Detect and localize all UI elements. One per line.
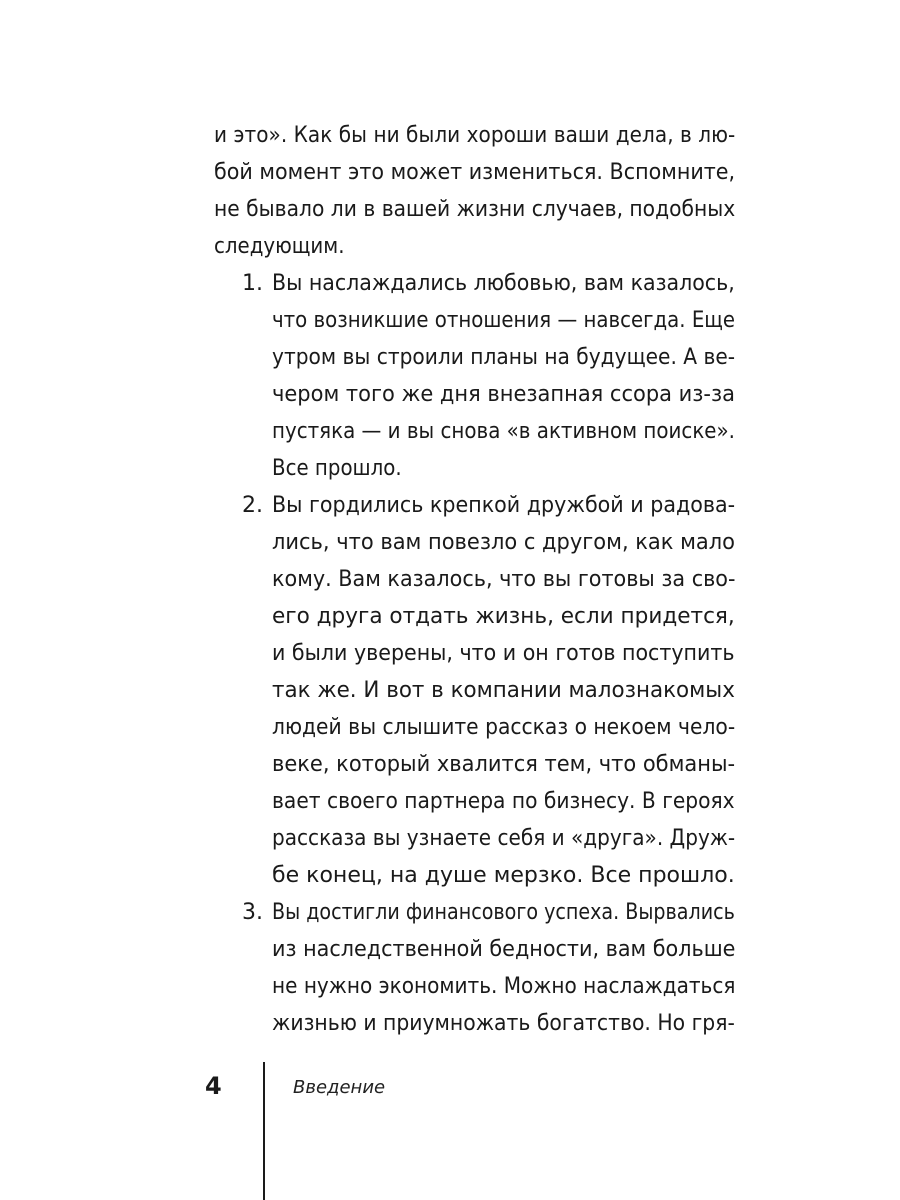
- list-item-2-line-5: и были уверены, что и он готов поступить: [272, 641, 735, 666]
- list-item-2-line-1: Вы гордились крепкой дружбой и радова-: [272, 493, 736, 518]
- list-item-3-line-4: жизнью и приумножать богатство. Но гря-: [272, 1011, 735, 1036]
- list-item-1-line-1: Вы наслаждались любовью, вам казалось,: [272, 271, 735, 296]
- list-item-1-line-5: пустяка — и вы снова «в активном поиске».: [272, 419, 735, 444]
- list-number-1: 1.: [242, 271, 263, 296]
- list-number-2: 2.: [242, 493, 263, 518]
- list-item-2-line-7: людей вы слышите рассказ о некоем чело-: [272, 715, 736, 740]
- list-item-2-line-6: так же. И вот в компании малознакомых: [272, 678, 735, 703]
- list-item-2-line-3: кому. Вам казалось, что вы готовы за сво-: [272, 567, 736, 592]
- list-number-3: 3.: [242, 900, 263, 925]
- list-item-1-line-2: что возникшие отношения — навсегда. Еще: [272, 308, 736, 333]
- intro-line-4: следующим.: [214, 234, 345, 259]
- intro-line-2: бой момент это может измениться. Вспомните,: [214, 160, 736, 185]
- list-item-3-line-2: из наследственной бедности, вам больше: [272, 937, 736, 962]
- list-item-3-line-1: Вы достигли финансового успеха. Вырвались: [272, 900, 735, 925]
- footer-divider: [263, 1062, 265, 1200]
- list-item-2-line-8: веке, который хвалится тем, что обманы-: [272, 752, 736, 777]
- list-item-2-line-10: рассказа вы узнаете себя и «друга». Друж-: [272, 826, 736, 851]
- list-item-2-line-2: лись, что вам повезло с другом, как мало: [272, 530, 736, 555]
- list-item-2-line-9: вает своего партнера по бизнесу. В героях: [272, 789, 735, 814]
- list-item-3-line-3: не нужно экономить. Можно наслаждаться: [272, 974, 736, 999]
- list-item-1-line-4: чером того же дня внезапная ссора из-за: [272, 382, 736, 407]
- list-item-2-line-11: бе конец, на душе мерзко. Все прошло.: [272, 863, 735, 888]
- intro-line-3: не бывало ли в вашей жизни случаев, подобных: [214, 197, 736, 222]
- list-item-1-line-6: Все прошло.: [272, 456, 402, 481]
- page-number: 4: [205, 1072, 222, 1100]
- list-item-2-line-4: его друга отдать жизнь, если придется,: [272, 604, 735, 629]
- list-item-1-line-3: утром вы строили планы на будущее. А ве-: [272, 345, 736, 370]
- intro-line-1: и это». Как бы ни были хороши ваши дела, в лю-: [214, 123, 736, 148]
- running-head: Введение: [293, 1077, 386, 1098]
